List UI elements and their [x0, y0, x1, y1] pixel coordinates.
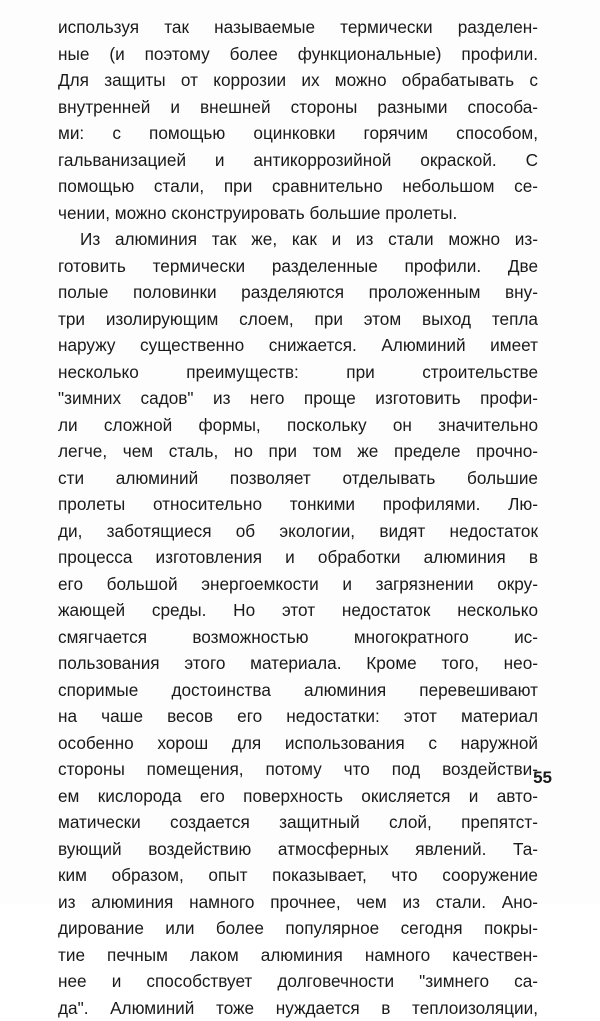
text-line: дирование или более популярное сегодня покры-: [58, 915, 538, 942]
text-line: ем кислорода его поверхность окисляется и авто-: [58, 783, 538, 810]
text-line: легче, чем сталь, но при том же пределе прочно-: [58, 438, 538, 465]
text-line: нее и способствует долговечности "зимнего са-: [58, 968, 538, 995]
text-line: жающей среды. Но этот недостаток несколько: [58, 597, 538, 624]
text-line: ди, заботящиеся об экологии, видят недостаток: [58, 518, 538, 545]
text-line: матически создается защитный слой, препятст-: [58, 809, 538, 836]
text-line: да". Алюминий тоже нуждается в теплоизоляции,: [58, 995, 538, 1021]
text-line: из алюминия намного прочнее, чем из стали. Ано-: [58, 889, 538, 916]
text-line: ли сложной формы, поскольку он значительно: [58, 412, 538, 439]
text-line: ким образом, опыт показывает, что сооружение: [58, 862, 538, 889]
text-line: смягчается возможностью многократного ис-: [58, 624, 538, 651]
text-line: используя так называемые термически разделен-: [58, 14, 538, 41]
text-line: чении, можно сконструировать большие пролеты.: [58, 200, 538, 227]
text-line: гальванизацией и антикоррозийной окраской. С: [58, 147, 538, 174]
text-line: Для защиты от коррозии их можно обрабатывать с: [58, 67, 538, 94]
page-number: 55: [512, 768, 552, 788]
text-line: помощью стали, при сравнительно небольшом се-: [58, 173, 538, 200]
text-line: внутренней и внешней стороны разными способа-: [58, 94, 538, 121]
text-line: три изолирующим слоем, при этом выход тепла: [58, 306, 538, 333]
text-line: на чаше весов его недостатки: этот материал: [58, 703, 538, 730]
text-line: его большой энергоемкости и загрязнении окру-: [58, 571, 538, 598]
text-line: полые половинки разделяются проложенным вну-: [58, 279, 538, 306]
text-line: ные (и поэтому более функциональные) профили.: [58, 41, 538, 68]
body-text: [58, 14, 538, 1021]
text-line: сти алюминий позволяет отделывать большие: [58, 465, 538, 492]
text-line: вующий воздействию атмосферных явлений. Та-: [58, 836, 538, 863]
text-line: пользования этого материала. Кроме того, нео-: [58, 650, 538, 677]
text-line: Из алюминия так же, как и из стали можно из-: [58, 226, 538, 253]
text-line: наружу существенно снижается. Алюминий имеет: [58, 332, 538, 359]
text-line: пролеты относительно тонкими профилями. Лю-: [58, 491, 538, 518]
text-line: готовить термически разделенные профили. Две: [58, 253, 538, 280]
text-line: особенно хорош для использования с наружной: [58, 730, 538, 757]
text-line: несколько преимуществ: при строительстве: [58, 359, 538, 386]
text-line: споримые достоинства алюминия перевешивают: [58, 677, 538, 704]
text-line: стороны помещения, потому что под воздействи-: [58, 756, 538, 783]
text-line: тие печным лаком алюминия намного качествен-: [58, 942, 538, 969]
text-line: процесса изготовления и обработки алюминия в: [58, 544, 538, 571]
text-line: "зимних садов" из него проще изготовить профи-: [58, 385, 538, 412]
text-line: ми: с помощью оцинковки горячим способом,: [58, 120, 538, 147]
